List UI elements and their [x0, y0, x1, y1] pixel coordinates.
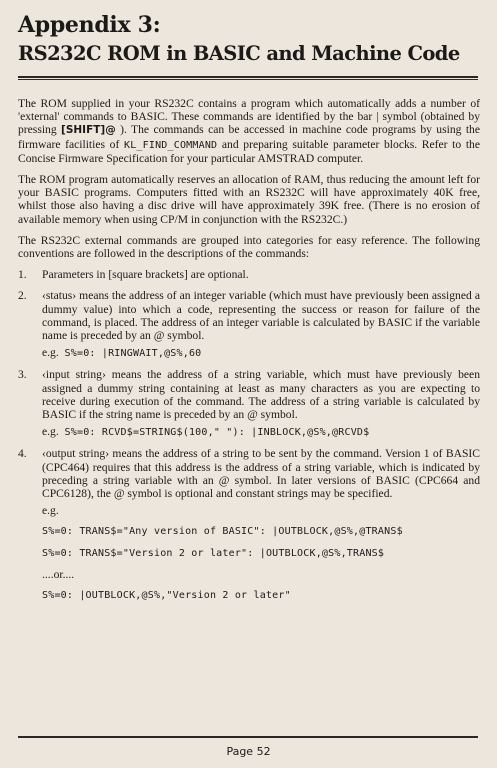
footer-rule	[18, 736, 478, 738]
list-text: ‹output string› means the address of a string to be sent by the command. Version 1 of BASIC (CPC464) requires that this address is the address of a string variable, which is indicated by preceding a string variable with an @ symbol. In later versions of BASIC (CPC664 and CPC6128), the @ symbol is optional and constant strings may be specified.	[42, 447, 480, 501]
list-number: 1.	[18, 268, 27, 282]
list-item	[18, 447, 480, 602]
code-example: S%=0: TRANS$="Version 2 or later": |OUTBLOCK,@S%,TRANS$	[42, 547, 385, 559]
example: e.g. S%=0: |RINGWAIT,@S%,60	[42, 346, 202, 360]
conventions-list	[18, 268, 480, 602]
code-example: S%=0: |RINGWAIT,@S%,60	[64, 348, 202, 360]
ram-paragraph: The ROM program automatically reserves an allocation of RAM, thus reducing the amount left for your BASIC programs. Computers fitted with an RS232C will have approximately 40K free, whilst those also having a disc drive will have approximately 39K free. (There is no erosion of available memory when using CP/M in conjunction with the RS232C.)	[18, 173, 480, 226]
list-text: ‹input string› means the address of a string variable, which must have previously been assigned a dummy string containing at least as many characters as you are expecting to receive during execution of the command. The address of a string variable is calculated by BASIC if the string name is preceded by an @ symbol.	[42, 368, 480, 422]
list-number: 3.	[18, 368, 27, 382]
list-item	[18, 268, 480, 281]
firmware-name: KL_FIND_COMMAND	[123, 139, 218, 151]
example: e.g. S%=0: RCVD$=STRING$(100," "): |INBLOCK,@S%,@RCVD$	[42, 425, 370, 439]
body-text	[18, 97, 480, 610]
list-text: Parameters in [square brackets] are optional.	[42, 268, 249, 282]
list-item	[18, 368, 480, 439]
list-item	[18, 289, 480, 360]
intro-paragraph: The ROM supplied in your RS232C contains a program which automatically adds a number of 'external' commands to BASIC. These commands are identified by the bar | symbol (obtained by pressing [SHIFT]@ ). The commands can be accessed in machine code programs by using the firmware facilities of KL_FIND_COMMAND and preparing suitable parameter blocks. Refer to the Concise Firmware Specification for your particular AMSTRAD computer.	[18, 97, 480, 165]
appendix-title: RS232C ROM in BASIC and Machine Code	[18, 42, 460, 65]
or-separator: ....or....	[42, 567, 75, 581]
code-example: S%=0: TRANS$="Any version of BASIC": |OUTBLOCK,@S%,@TRANS$	[42, 526, 403, 538]
list-text: ‹status› means the address of an integer variable (which must have previously been assigned a dummy value) into which a code, representing the success or reason for failure of the command, is placed. The address of an integer variable is calculated by BASIC if the variable name is preceded by an @ symbol.	[42, 289, 480, 343]
code-example: S%=0: RCVD$=STRING$(100," "): |INBLOCK,@S%,@RCVD$	[64, 427, 370, 439]
shift-key-label: [SHIFT]@	[61, 124, 116, 137]
code-example: S%=0: |OUTBLOCK,@S%,"Version 2 or later"	[42, 590, 291, 602]
example-label: e.g.	[42, 504, 59, 518]
page-number: Page 52	[226, 745, 271, 758]
title-rule-thin	[18, 79, 478, 80]
conventions-paragraph: The RS232C external commands are grouped into categories for easy reference. The following conventions are followed in the descriptions of the commands:	[18, 233, 480, 261]
list-number: 4.	[18, 447, 27, 461]
appendix-heading: Appendix 3:	[18, 12, 161, 38]
list-number: 2.	[18, 289, 27, 303]
title-rule	[18, 76, 478, 78]
